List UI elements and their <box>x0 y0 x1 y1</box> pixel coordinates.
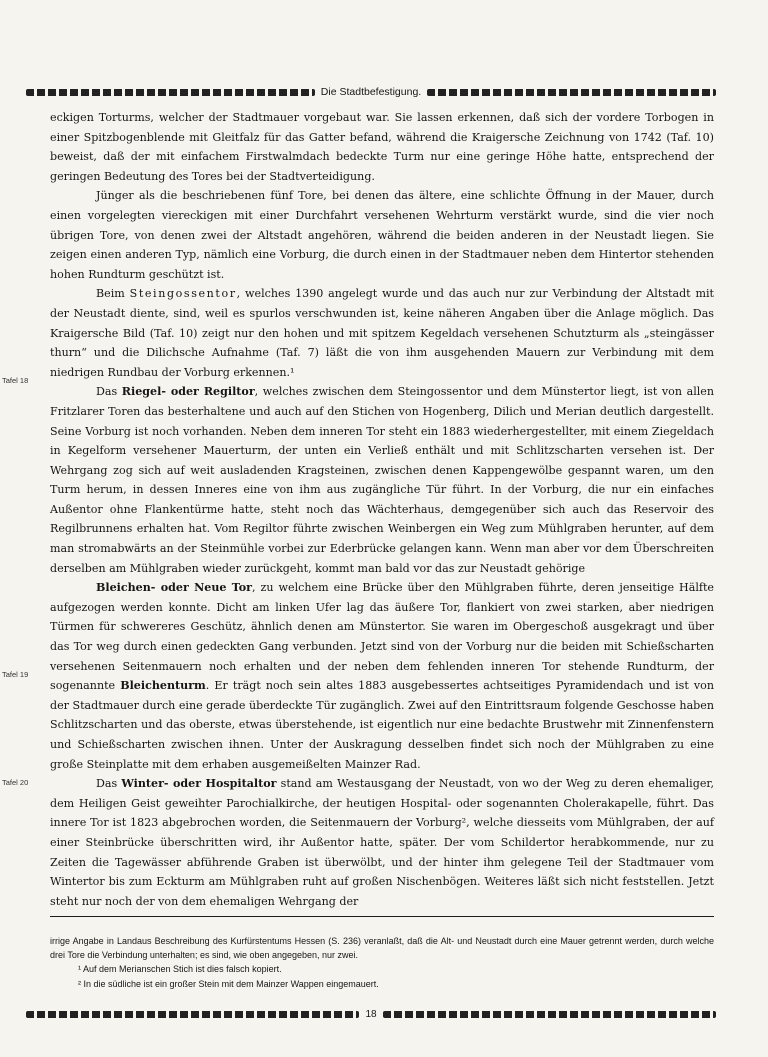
text-run: eckigen Torturms, welcher der Stadtmauer vorgebaut war. Sie lassen erkennen, daß sich der vordere Torbogen in einer Spitzbogenblende mit Gleitfalz für das Gatter befand, während die Kraigersche Zeichnung von 1742 (Taf. 10) beweist, daß der mit einfachem Firstwalmdach bedeckte Turm nur eine geringe Höhe hatte, entsprechend der geringen Bedeutung des Tores bei der Stadtverteidigung. <box>50 111 714 183</box>
emphasized-term: Bleichenturm <box>120 679 206 693</box>
margin-note-plate-20: Tafel 20 <box>2 778 29 787</box>
page-number: 18 <box>365 1008 377 1020</box>
body-text <box>50 108 714 911</box>
footnote-2: ² In die südliche ist ein großer Stein mit dem Mainzer Wappen eingemauert. <box>78 978 379 989</box>
footnote-1: ¹ Auf dem Merianschen Stich ist dies falsch kopiert. <box>78 964 282 975</box>
margin-note-plate-19: Tafel 19 <box>2 670 29 679</box>
text-run: Beim <box>96 287 130 301</box>
footer-ornament-left <box>26 1011 359 1018</box>
page-footer <box>26 1007 716 1021</box>
footnote-continuation: irrige Angabe in Landaus Beschreibung des Kurfürstentums Hessen (S. 236) veranlaßt, daß die Alt- und Neustadt durch eine Mauer getrennt werden, durch welche drei Tore die Verbindung unterhalten; es sind, wie oben angegeben, nur zwei. <box>50 936 714 961</box>
paragraph <box>50 578 714 774</box>
paragraph <box>50 108 714 186</box>
footnote-rule <box>50 916 714 917</box>
footer-ornament-right <box>383 1011 716 1018</box>
text-run: stand am Westausgang der Neustadt, von wo der Weg zu deren ehemaliger, dem Heiligen Geist geweihter Parochialkirche, der heutigen Hospital- oder sogenannten Cholerakapelle, führt. Das innere Tor ist 1823 abgebrochen worden, die Seitenmauern der Vorburg², welche diesseits vom Mühlgraben, der auf einer Steinbrücke überschritten wird, ihr Außentor hatte, später. Der vom Schildertor herabkommende, nur zu Zeiten die Tagewässer abführende Graben ist überwölbt, und der hinter ihm gelegene Teil der Stadtmauer vom Wintertor bis zum Eckturm am Mühlgraben ruht auf großen Nischenbögen. Weiteres läßt sich nicht feststellen. Jetzt steht nur noch der von dem ehemaligen Wehrgang der <box>50 777 714 908</box>
header-ornament-left <box>26 89 315 96</box>
margin-note-plate-18: Tafel 18 <box>2 376 29 385</box>
paragraph <box>50 284 714 382</box>
text-run: , zu welchem eine Brücke über den Mühlgraben führte, deren jenseitige Hälfte aufgezogen werden konnte. Dicht am linken Ufer lag das äußere Tor, flankiert von zwei starken, aber niedrigen Türmen für schwereres Geschütz, ähnlich denen am Münstertor. Sie waren im Obergeschoß ausgekragt und über das Tor weg durch einen gedeckten Gang verbunden. Jetzt sind von der Vorburg nur die beiden mit Schießscharten versehenen Seitenmauern noch erhalten und der neben dem fehlenden inneren Tor stehende Rundturm, der sogenannte <box>50 581 714 693</box>
text-run: , welches 1390 angelegt wurde und das auch nur zur Verbindung der Altstadt mit der Neustadt diente, sind, weil es spurlos verschwunden ist, keine näheren Angaben über die Anlage möglich. Das Kraigersche Bild (Taf. 10) zeigt nur den hohen und mit spitzem Kegeldach versehenen Schutzturm als „steingässer thurn“ und die Dilichsche Aufnahme (Taf. 7) läßt die von ihm ausgehenden Mauern zur Verbindung mit dem niedrigen Rundbau der Vorburg erkennen.¹ <box>50 287 715 379</box>
paragraph <box>50 186 714 284</box>
emphasized-term: Riegel- oder Regiltor <box>121 385 255 399</box>
text-run: . Er trägt noch sein altes 1883 ausgebessertes achtseitiges Pyramidendach und ist von der Stadtmauer durch eine gerade überdeckte Tür zugänglich. Zwei auf den Eintrittsraum folgende Geschosse haben Schlitzscharten und das oberste, etwas überstehende, ist eigentlich nur eine bedachte Brustwehr mit Zinnenfenstern und Schießscharten zwischen ihnen. Unter der Auskragung desselben findet sich noch der Mühlgraben zu eine große Steinplatte mit dem erhaben ausgemeißelten Mainzer Rad. <box>50 679 714 771</box>
text-run: , welches zwischen dem Steingossentor und dem Münstertor liegt, ist von allen Fritzlarer Toren das besterhaltene und auch auf den Stichen von Hogenberg, Dilich und Merian deutlich dargestellt. Seine Vorburg ist noch vorhanden. Neben dem inneren Tor steht ein 1883 wiederhergestellter, mit einem Ziegeldach in Kegelform versehener Mauerturm, der unten ein Verließ enthält und mit Schlitzscharten versehen ist. Der Wehrgang zog sich auf weit ausladenden Kragsteinen, zwischen denen Kappengewölbe gespannt waren, um den Turm herum, in dessen Inneres eine von ihm aus zugängliche Tür führt. In der Vorburg, die nur ein einfaches Außentor ohne Flankentürme hatte, steht noch das Wächterhaus, demgegenüber sich auch das Reservoir des Regilbrunnens erhalten hat. Vom Regiltor führte zwischen Weinbergen ein Weg zum Mühlgraben herunter, auf dem man stromabwärts an der Steinmühle vorbei zur Ederbrücke gelangen kann. Wenn man aber vor dem Überschreiten derselben am Mühlgraben wieder zurückgeht, kommt man bald vor das zur Neustadt gehörige <box>50 385 715 575</box>
emphasized-term: Steingossentor <box>129 287 237 301</box>
running-header <box>26 84 716 100</box>
footnotes <box>50 934 714 991</box>
emphasized-term: Bleichen- oder Neue Tor <box>96 581 253 595</box>
text-run: Jünger als die beschriebenen fünf Tore, bei denen das ältere, eine schlichte Öffnung in der Mauer, durch einen vorgelegten viereckigen mit einer Durchfahrt versehenen Wehrturm verstärkt wurde, sind die vier noch übrigen Tore, von denen zwei der Altstadt angehören, während die beiden anderen in der Neustadt liegen. Sie zeigen einen anderen Typ, nämlich eine Vorburg, die durch einen in der Stadtmauer neben dem Hintertor stehenden hohen Rundturm geschützt ist. <box>50 189 714 281</box>
paragraph <box>50 774 714 911</box>
text-run: Das <box>96 777 122 791</box>
header-title: Die Stadtbefestigung. <box>320 86 422 98</box>
text-run: Das <box>96 385 122 399</box>
header-ornament-right <box>427 89 716 96</box>
paragraph <box>50 382 714 578</box>
emphasized-term: Winter- oder Hospitaltor <box>121 777 277 791</box>
